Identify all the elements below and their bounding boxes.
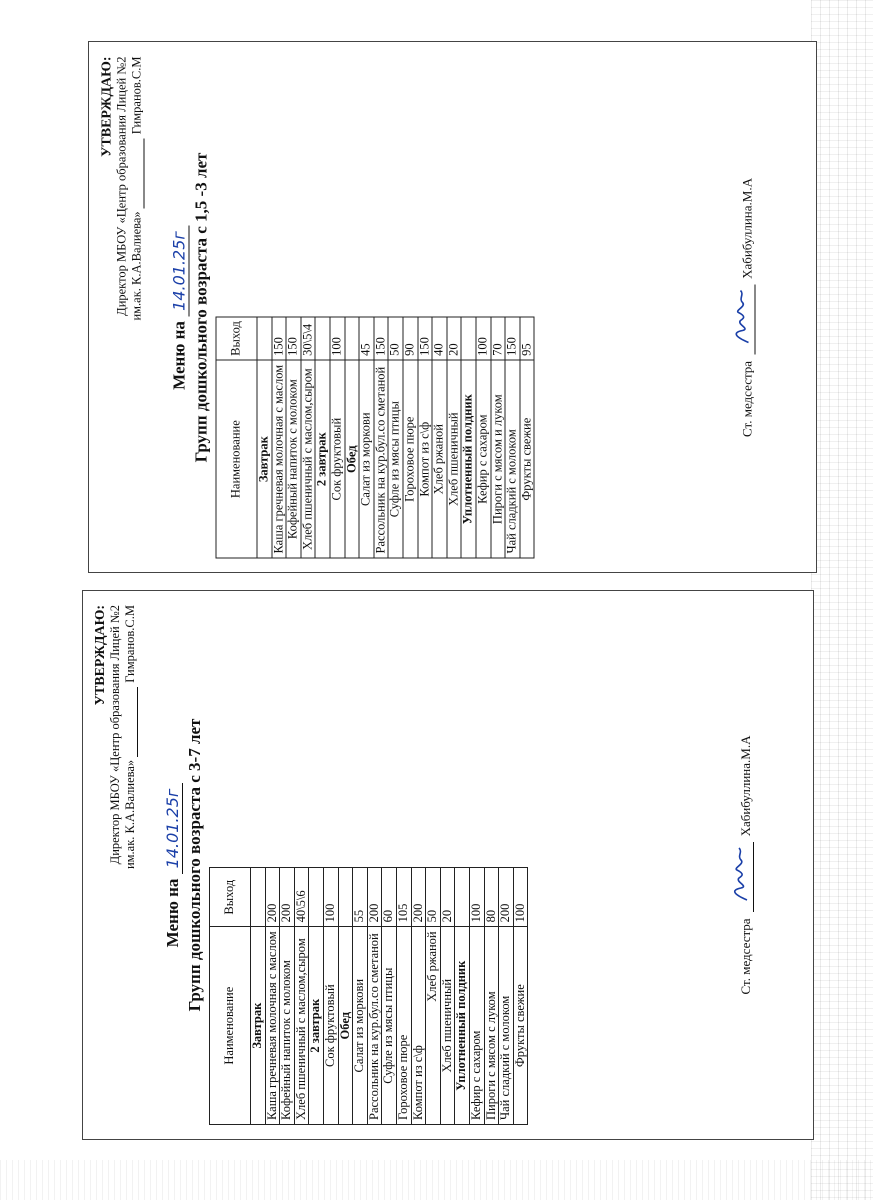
- table-section-row: [315, 316, 330, 557]
- dish-name: Гороховое пюре: [402, 360, 417, 558]
- approval-header: УТВЕРЖДАЮ:: [99, 56, 114, 157]
- dish-output: 150: [373, 316, 388, 360]
- approval-header: УТВЕРЖДАЮ:: [93, 605, 108, 706]
- dish-name: Каша гречневая молочная с маслом: [271, 360, 286, 558]
- dish-output: 20: [440, 868, 455, 927]
- table-row: [367, 868, 382, 1125]
- table-row: [323, 868, 338, 1125]
- dish-name: Рассольник на кур.бул.со сметаной: [367, 927, 382, 1125]
- approval-line1: Директор МБОУ «Центр образования Лицей №2: [114, 56, 128, 316]
- dish-name: Хлеб пшеничный: [440, 927, 455, 1125]
- table-row: [396, 868, 411, 1125]
- dish-output: 150: [286, 316, 301, 360]
- dish-name: Каша гречневая молочная с маслом: [265, 927, 280, 1125]
- dish-name: Кефир с сахаром: [469, 927, 484, 1125]
- signature-icon: [727, 844, 753, 904]
- dish-name: Салат из моркови: [353, 927, 368, 1125]
- menu-subtitle: Групп дошкольного возраста с 3-7 лет: [185, 718, 204, 1012]
- col-out-header: Выход: [216, 316, 257, 360]
- dish-name: Суфле из мясы птицы: [388, 360, 403, 558]
- table-section-row: [455, 868, 470, 1125]
- table-row: [294, 868, 309, 1125]
- table-row: [300, 316, 315, 557]
- table-row: [402, 316, 417, 557]
- table-row: [353, 868, 368, 1125]
- table-row: [271, 316, 286, 557]
- scan-noise-strip: [811, 0, 873, 1200]
- table-row: [469, 868, 484, 1125]
- section-title: 2 завтрак: [309, 927, 324, 1125]
- col-name-header: Наименование: [210, 927, 251, 1125]
- menu-title: Меню на 14.01.25г: [169, 42, 189, 572]
- dish-output: 55: [353, 868, 368, 927]
- dish-name: Салат из моркови: [359, 360, 374, 558]
- dish-output: 50: [426, 868, 441, 927]
- dish-name: Фрукты свежие: [519, 360, 534, 558]
- section-title: Уплотненный полдник: [455, 927, 470, 1125]
- section-title: Завтрак: [251, 927, 266, 1125]
- dish-output: 200: [265, 868, 280, 927]
- dish-name: Чай сладкий с молоком: [499, 927, 514, 1125]
- dish-name: Кофейный напиток с молоком: [280, 927, 295, 1125]
- col-out-header: Выход: [210, 868, 251, 927]
- dish-output: 200: [280, 868, 295, 927]
- dish-name: Пироги с мясом с луком: [484, 927, 499, 1125]
- dish-output: 95: [519, 316, 534, 360]
- dish-name: Хлеб пшеничный: [446, 360, 461, 558]
- approval-signature-line: [132, 138, 144, 208]
- dish-output: 80: [484, 868, 499, 927]
- table-row: [499, 868, 514, 1125]
- table-section-row: [251, 868, 266, 1125]
- scan-noise-bottom: [0, 1160, 873, 1200]
- table-row: [329, 316, 344, 557]
- dish-output: 45: [359, 316, 374, 360]
- dish-name: Суфле из мясы птицы: [382, 927, 397, 1125]
- dish-output: 20: [446, 316, 461, 360]
- table-row: [484, 868, 499, 1125]
- dish-output: 200: [367, 868, 382, 927]
- table-row: [432, 316, 447, 557]
- dish-output: 200: [411, 868, 426, 927]
- dish-name: Хлеб пшеничный с маслом,сыром: [300, 360, 315, 558]
- footer-name: Хабибуллина.М.А: [738, 735, 753, 837]
- menu-table: [215, 316, 534, 558]
- table-row: [280, 868, 295, 1125]
- dish-output: 30\5\4: [300, 316, 315, 360]
- menu-title: Меню на 14.01.25г: [163, 591, 183, 1139]
- table-header: [210, 868, 251, 1125]
- footer-name: Хабибуллина.М.А: [739, 177, 754, 279]
- dish-output: 100: [475, 316, 490, 360]
- table-section-row: [309, 868, 324, 1125]
- footer-signature: [739, 42, 755, 572]
- table-section-row: [344, 316, 359, 557]
- table-row: [411, 868, 426, 1125]
- dish-name: Кефир с сахаром: [475, 360, 490, 558]
- table-section-row: [338, 868, 353, 1125]
- dish-output: 40\5\6: [294, 868, 309, 927]
- table-row: [446, 316, 461, 557]
- table-row: [519, 316, 534, 557]
- dish-output: 200: [499, 868, 514, 927]
- table-row: [388, 316, 403, 557]
- section-title: Обед: [338, 927, 353, 1125]
- table-row: [265, 868, 280, 1125]
- menu-sheet-3-7: [82, 590, 814, 1140]
- dish-name: Рассольник на кур.бул.со сметаной: [373, 360, 388, 558]
- approval-block: [93, 605, 138, 869]
- dish-name: Гороховое пюре: [396, 927, 411, 1125]
- dish-output: 100: [469, 868, 484, 927]
- menu-date: 14.01.25г: [169, 225, 189, 317]
- dish-name: Сок фруктовый: [329, 360, 344, 558]
- table-row: [373, 316, 388, 557]
- table-row: [475, 316, 490, 557]
- table-row: [440, 868, 455, 1125]
- table-header: [216, 316, 257, 557]
- table-row: [505, 316, 520, 557]
- col-name-header: Наименование: [216, 360, 257, 558]
- menu-subtitle: Групп дошкольного возраста с 1,5 -3 лет: [191, 152, 210, 462]
- dish-output: 70: [490, 316, 505, 360]
- footer-label: Ст. медсестра: [739, 360, 754, 437]
- director-name: Гимранов.С.М: [129, 56, 143, 134]
- dish-name: Фрукты свежие: [513, 927, 528, 1125]
- dish-output: 60: [382, 868, 397, 927]
- menu-date: 14.01.25г: [163, 783, 183, 875]
- dish-output: 100: [513, 868, 528, 927]
- table-section-row: [257, 316, 272, 557]
- dish-output: 105: [396, 868, 411, 927]
- table-row: [417, 316, 432, 557]
- approval-block: [99, 56, 144, 320]
- menu-sheet-1-5-3: [88, 41, 817, 573]
- director-name: Гимранов.С.М: [123, 605, 137, 683]
- dish-name: Кофейный напиток с молоком: [286, 360, 301, 558]
- menu-page: [89, 42, 816, 572]
- section-title: Завтрак: [257, 360, 272, 558]
- section-title: 2 завтрак: [315, 360, 330, 558]
- signature-icon: [728, 286, 754, 346]
- table-row: [286, 316, 301, 557]
- nurse-signature: [740, 284, 755, 354]
- dish-name: Хлеб ржаной: [426, 927, 441, 1125]
- dish-name: Хлеб пшеничный с маслом,сыром: [294, 927, 309, 1125]
- dish-output: 150: [271, 316, 286, 360]
- dish-output: 90: [402, 316, 417, 360]
- footer-signature: [738, 591, 754, 1139]
- table-row: [382, 868, 397, 1125]
- dish-output: 40: [432, 316, 447, 360]
- dish-name: Сок фруктовый: [323, 927, 338, 1125]
- dish-name: Компот из с\ф: [411, 927, 426, 1125]
- approval-line2-prefix: им.ак. К.А.Валиева»: [123, 759, 137, 870]
- table-row: [490, 316, 505, 557]
- table-section-row: [461, 316, 476, 557]
- approval-line2-prefix: им.ак. К.А.Валиева»: [129, 210, 143, 321]
- dish-output: 150: [417, 316, 432, 360]
- dish-output: 50: [388, 316, 403, 360]
- section-title: Уплотненный полдник: [461, 360, 476, 558]
- table-row: [359, 316, 374, 557]
- footer-label: Ст. медсестра: [738, 918, 753, 995]
- section-title: Обед: [344, 360, 359, 558]
- nurse-signature: [739, 842, 754, 912]
- dish-name: Пироги с мясом и луком: [490, 360, 505, 558]
- approval-line1: Директор МБОУ «Центр образования Лицей №2: [108, 605, 122, 865]
- dish-output: 100: [323, 868, 338, 927]
- dish-name: Чай сладкий с молоком: [505, 360, 520, 558]
- dish-name: Компот из с\ф: [417, 360, 432, 558]
- table-row: [513, 868, 528, 1125]
- dish-output: 150: [505, 316, 520, 360]
- dish-output: 100: [329, 316, 344, 360]
- approval-signature-line: [126, 687, 138, 757]
- menu-table: [209, 867, 528, 1125]
- dish-name: Хлеб ржаной: [432, 360, 447, 558]
- menu-page: [83, 591, 813, 1139]
- table-row: [426, 868, 441, 1125]
